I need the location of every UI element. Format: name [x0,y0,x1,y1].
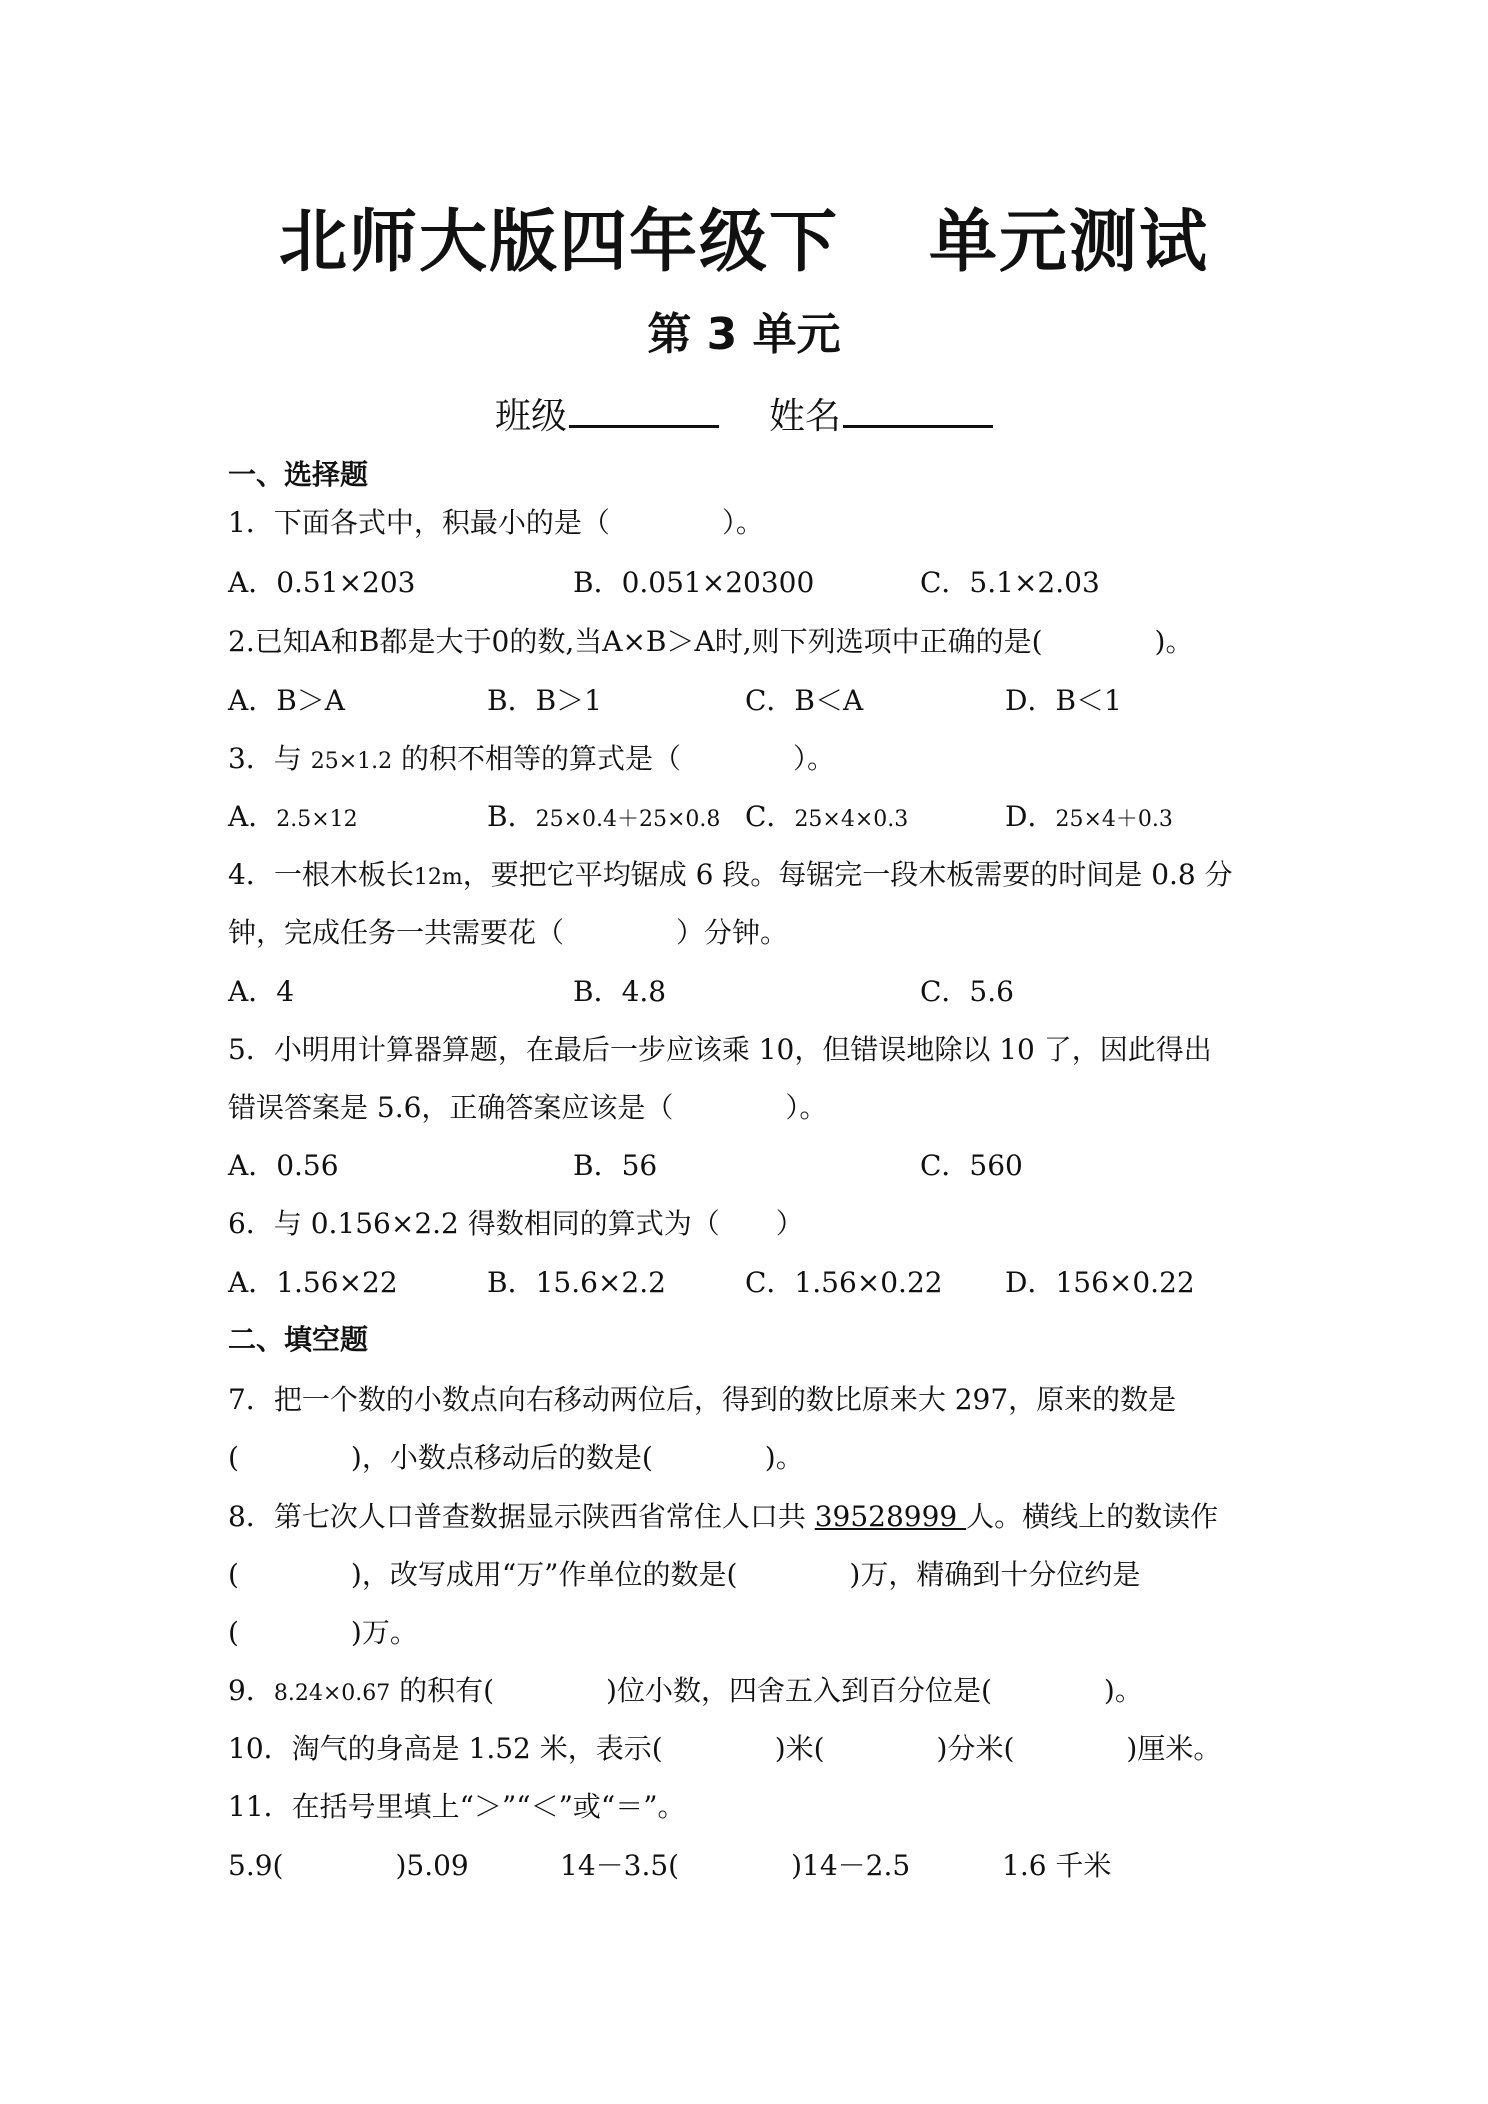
q4-option-b[interactable]: B．4.8 [573,975,667,1008]
q4-option-c[interactable]: C．5.6 [920,975,1014,1008]
name-blank[interactable] [843,391,993,428]
section-heading-choice: 一、选择题 [228,458,369,491]
q3-option-a[interactable]: A．2.5×12 [228,800,358,833]
q1-option-b[interactable]: B．0.051×20300 [573,566,815,599]
q3-expression: 25×1.2 [310,749,393,774]
question-9: 9．8.24×0.67 的积有( )位小数，四舍五入到百分位是( )。 [228,1674,1143,1707]
question-11: 11．在括号里填上“＞”“＜”或“＝”。 [228,1790,686,1823]
q4-length: 12m [413,865,463,890]
question-8-line-2: ( )，改写成用“万”作单位的数是( )万，精确到十分位约是 [228,1558,1141,1591]
q5-option-b[interactable]: B．56 [573,1149,658,1182]
q5-option-c[interactable]: C．560 [920,1149,1023,1182]
q11-compare-1: 5.9( )5.09 [228,1849,469,1882]
unit-subtitle: 第 3 单元 [647,309,841,360]
question-3: 3．与 25×1.2 的积不相等的算式是（ ）。 [228,742,836,775]
q6-option-c[interactable]: C．1.56×0.22 [745,1266,943,1299]
question-5-line-2: 错误答案是 5.6，正确答案应该是（ ）。 [228,1091,828,1124]
question-1: 1．下面各式中，积最小的是（ ）。 [228,506,764,539]
q2-option-b[interactable]: B．B＞1 [487,684,602,717]
q1-option-a[interactable]: A．0.51×203 [228,566,416,599]
q6-option-d[interactable]: D．156×0.22 [1005,1266,1195,1299]
q6-option-b[interactable]: B．15.6×2.2 [487,1266,666,1299]
q8-population-number: 39528999 [814,1500,967,1533]
q2-option-d[interactable]: D．B＜1 [1005,684,1122,717]
question-5-line-1: 5．小明用计算器算题，在最后一步应该乘 10，但错误地除以 10 了，因此得出 [228,1033,1212,1066]
q11-compare-2: 14－3.5( )14－2.5 [560,1849,911,1882]
name-label: 姓名 [769,396,842,437]
q3-option-c[interactable]: C．25×4×0.3 [745,800,909,833]
question-7-line-2: ( )，小数点移动后的数是( )。 [228,1441,804,1474]
q5-option-a[interactable]: A．0.56 [228,1149,339,1182]
question-4-line-1: 4．一根木板长12m，要把它平均锯成 6 段。每锯完一段木板需要的时间是 0.8 分 [228,858,1233,891]
question-10: 10．淘气的身高是 1.52 米，表示( )米( )分米( )厘米。 [228,1732,1222,1765]
q3-option-d[interactable]: D．25×4＋0.3 [1005,800,1173,833]
q3-option-b[interactable]: B．25×0.4＋25×0.8 [487,800,721,833]
question-4-line-2: 钟，完成任务一共需要花（ ）分钟。 [228,916,789,949]
student-info-line [0,390,1488,444]
q2-option-a[interactable]: A．B＞A [228,684,346,717]
question-8-line-1: 8．第七次人口普查数据显示陕西省常住人口共 39528999 人。横线上的数读作 [228,1500,1219,1533]
title-left: 北师大版四年级下 [278,203,839,282]
q4-option-a[interactable]: A．4 [228,975,295,1008]
q9-expression: 8.24×0.67 [273,1681,391,1706]
class-label: 班级 [494,396,567,437]
question-8-line-3: ( )万。 [228,1616,418,1649]
question-7-line-1: 7．把一个数的小数点向右移动两位后，得到的数比原来大 297，原来的数是 [228,1383,1177,1416]
q1-option-c[interactable]: C．5.1×2.03 [920,566,1100,599]
class-blank[interactable] [569,391,719,428]
q11-compare-3: 1.6 千米 [1002,1849,1112,1882]
q2-option-c[interactable]: C．B＜A [745,684,864,717]
title-right: 单元测试 [929,203,1210,282]
section-heading-fill: 二、填空题 [228,1323,369,1356]
q6-option-a[interactable]: A．1.56×22 [228,1266,398,1299]
question-6: 6．与 0.156×2.2 得数相同的算式为（ ） [228,1207,804,1240]
question-2: 2.已知A和B都是大于0的数,当A×B＞A时,则下列选项中正确的是( )。 [228,625,1194,658]
page-title [0,198,1488,288]
